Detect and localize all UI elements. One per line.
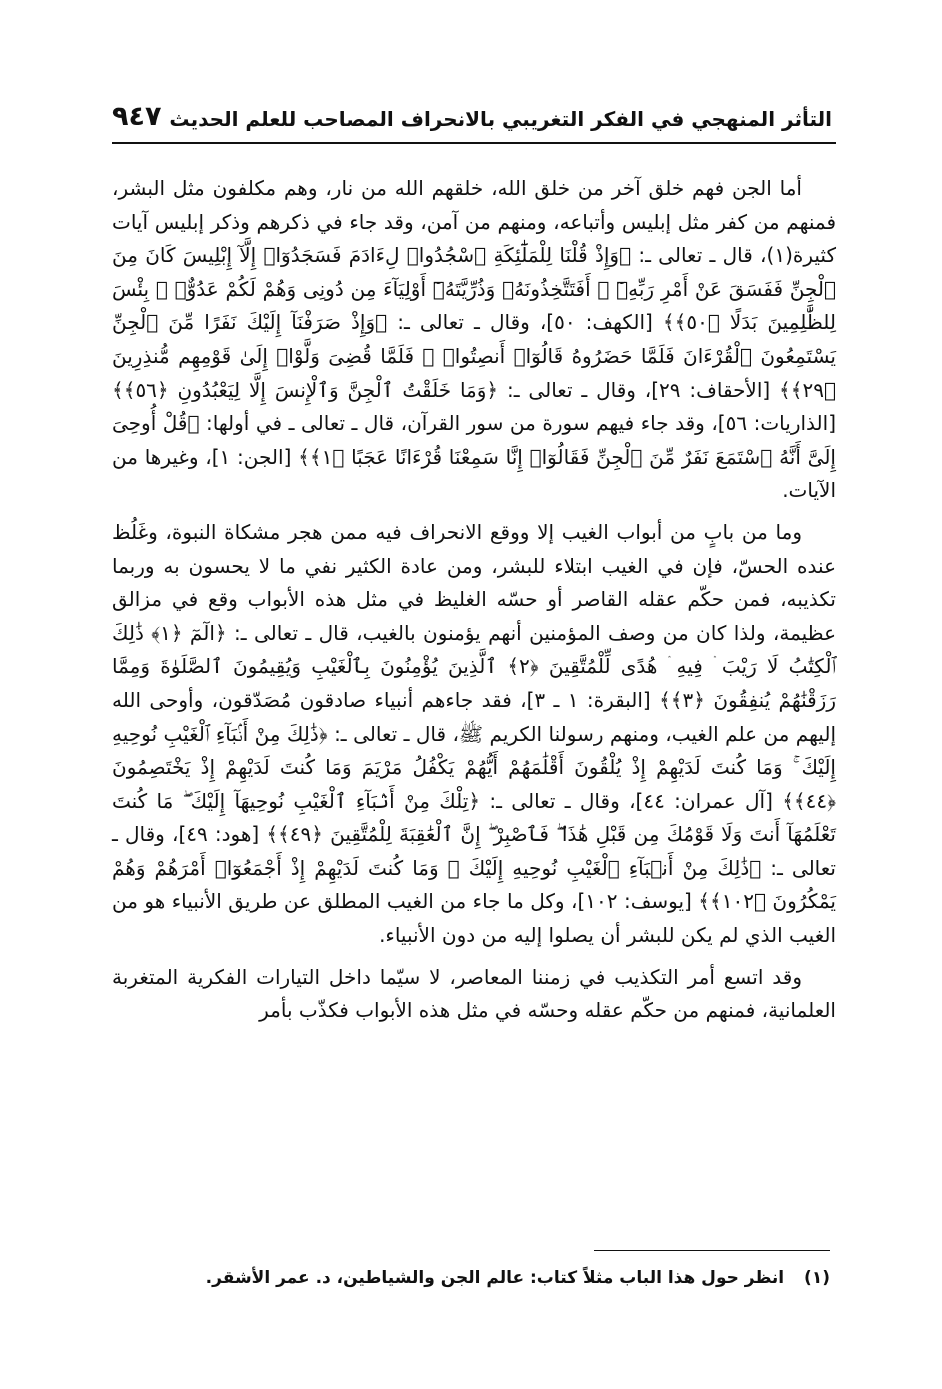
header-divider [112,142,836,144]
page-number: ٩٤٧ [112,101,162,132]
footnote-text: انظر حول هذا الباب مثلاً كتاب: عالم الجن والشياطين، د. عمر الأشقر. [205,1268,785,1288]
main-text [112,172,836,1036]
paragraph-unseen: وما من بابٍ من أبواب الغيب إلا ووقع الانحراف فيه ممن هجر مشكاة النبوة، وغَلُظ عنده الحسّ، فإن في الغيب ابتلاء للبشر، ومن عادة الكثير نفي ما لا يحسون به وربما تكذيبه، فمن حكّم عقله القاصر أو حسّه الغليظ في مثل هذه الأبواب وقع في مزالق عظيمة، ولذا كان من وصف المؤمنين أنهم يؤمنون بالغيب، قال ـ تعالى ـ: ﴿الٓمٓ ﴿١﴾ ذَٰلِكَ ٱلْكِتَٰبُ لَا رَيْبَ ۛ فِيهِ ۛ هُدًى لِّلْمُتَّقِينَ ﴿٢﴾ ٱلَّذِينَ يُؤْمِنُونَ بِٱلْغَيْبِ وَيُقِيمُونَ ٱلصَّلَوٰةَ وَمِمَّا رَزَقْنَٰهُمْ يُنفِقُونَ ﴿٣﴾﴾ [البقرة: ١ ـ ٣]، فقد جاءهم أنبياء صادقون مُصَدّقون، وأوحى الله إليهم من علم الغيب، ومنهم رسولنا الكريم ﷺ، قال ـ تعالى ـ: ﴿ذَٰلِكَ مِنْ أَنۢبَآءِ ٱلْغَيْبِ نُوحِيهِ إِلَيْكَ ۚ وَمَا كُنتَ لَدَيْهِمْ إِذْ يُلْقُونَ أَقْلَٰمَهُمْ أَيُّهُمْ يَكْفُلُ مَرْيَمَ وَمَا كُنتَ لَدَيْهِمْ إِذْ يَخْتَصِمُونَ ﴿٤٤﴾﴾ [آل عمران: ٤٤]، وقال ـ تعالى ـ: ﴿تِلْكَ مِنْ أَنۢبَآءِ ٱلْغَيْبِ نُوحِيهَآ إِلَيْكَ ۖ مَا كُنتَ تَعْلَمُهَآ أَنتَ وَلَا قَوْمُكَ مِن قَبْلِ هَٰذَا ۖ فَٱصْبِرْ ۖ إِنَّ ٱلْعَٰقِبَةَ لِلْمُتَّقِينَ ﴿٤٩﴾﴾ [هود: ٤٩]، وقال ـ تعالى ـ: ﴿ذَٰلِكَ مِنْ أَنۢبَآءِ ٱلْغَيْبِ نُوحِيهِ إِلَيْكَ ۖ وَمَا كُنتَ لَدَيْهِمْ إِذْ أَجْمَعُوٓا۟ أَمْرَهُمْ وَهُمْ يَمْكُرُونَ ﴿١٠٢﴾﴾ [يوسف: ١٠٢]، وكل ما جاء من الغيب المطلق عن طريق الأنبياء هو من الغيب الذي لم يكن للبشر أن يصلوا إليه من دون الأنبياء. [112,519,837,948]
paragraph-denial: وقد اتسع أمر التكذيب في زمننا المعاصر، لا سيّما داخل التيارات الفكرية المتغربة العلمانية، فمنهم من حكّم عقله وحسّه في مثل هذه الأبواب فكذّب بأمر [112,964,836,1023]
running-title: التأثر المنهجي في الفكر التغريبي بالانحراف المصاحب للعلم الحديث [169,107,832,131]
footnote-number: (١) [804,1268,830,1288]
footnote [106,1264,830,1292]
page-header [112,100,832,140]
paragraph-jinn: أما الجن فهم خلق آخر من خلق الله، خلقهم الله من نار، وهم مكلفون مثل البشر، فمنهم من كفر مثل إبليس وأتباعه، ومنهم من آمن، وقد جاء في ذكرهم وذكر إبليس آيات كثيرة(١)، قال ـ تعالى ـ: ﴿وَإِذْ قُلْنَا لِلْمَلَٰٓئِكَةِ ٱسْجُدُوا۟ لِءَادَمَ فَسَجَدُوٓا۟ إِلَّآ إِبْلِيسَ كَانَ مِنَ ٱلْجِنِّ فَفَسَقَ عَنْ أَمْرِ رَبِّهِۦٓ ۗ أَفَتَتَّخِذُونَهُۥ وَذُرِّيَّتَهُۥٓ أَوْلِيَآءَ مِن دُونِى وَهُمْ لَكُمْ عَدُوٌّۢ ۚ بِئْسَ لِلظَّٰلِمِينَ بَدَلًا ﴿٥٠﴾﴾ [الكهف: ٥٠]، وقال ـ تعالى ـ: ﴿وَإِذْ صَرَفْنَآ إِلَيْكَ نَفَرًا مِّنَ ٱلْجِنِّ يَسْتَمِعُونَ ٱلْقُرْءَانَ فَلَمَّا حَضَرُوهُ قَالُوٓا۟ أَنصِتُوا۟ ۖ فَلَمَّا قُضِىَ وَلَّوْا۟ إِلَىٰ قَوْمِهِم مُّنذِرِينَ ﴿٢٩﴾﴾ [الأحقاف: ٢٩]، وقال ـ تعالى ـ: ﴿وَمَا خَلَقْتُ ٱلْجِنَّ وَٱلْإِنسَ إِلَّا لِيَعْبُدُونِ ﴿٥٦﴾﴾ [الذاريات: ٥٦]، وقد جاء فيهم سورة من سور القرآن، قال ـ تعالى ـ في أولها: ﴿قُلْ أُوحِىَ إِلَىَّ أَنَّهُ ٱسْتَمَعَ نَفَرٌ مِّنَ ٱلْجِنِّ فَقَالُوٓا۟ إِنَّا سَمِعْنَا قُرْءَانًا عَجَبًا ﴿١﴾﴾ [الجن: ١]، وغيرها من الآيات. [112,176,836,503]
footnote-divider [594,1250,830,1251]
